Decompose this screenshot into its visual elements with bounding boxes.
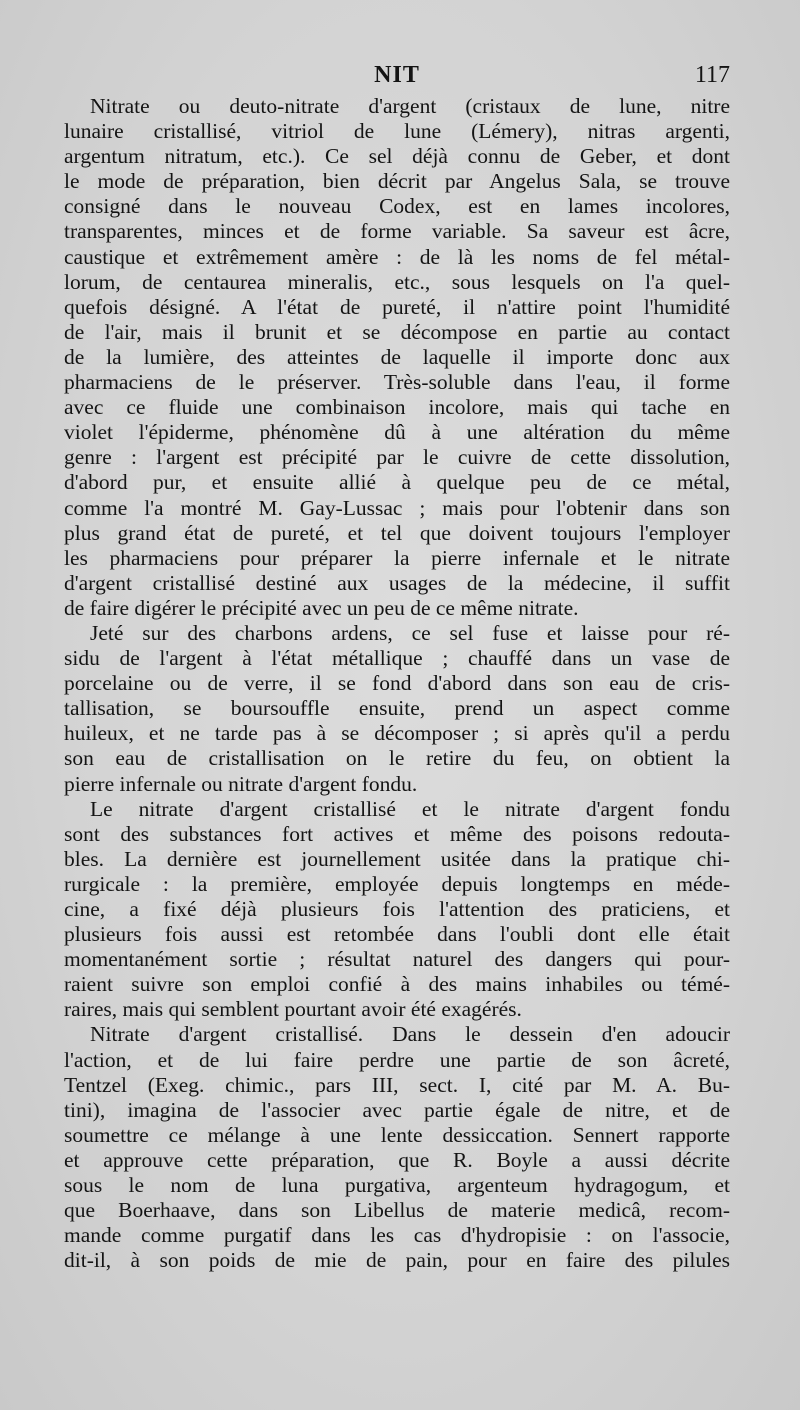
- text-line: de faire digérer le précipité avec un peu de ce même nitrate.: [64, 595, 579, 620]
- text-line: Nitrate d'argent cristallisé. Dans le dessein d'en adoucir: [90, 1022, 730, 1047]
- text-line: consigné dans le nouveau Codex, est en lames incolores,: [64, 194, 730, 219]
- text-line: dit-il, à son poids de mie de pain, pour en faire des pilules: [64, 1248, 730, 1273]
- text-line: transparentes, minces et de forme variable. Sa saveur est âcre,: [64, 219, 730, 244]
- text-line: de l'air, mais il brunit et se décompose en partie au contact: [64, 319, 730, 344]
- text-line: l'action, et de lui faire perdre une partie de son âcreté,: [64, 1047, 730, 1072]
- text-line: lunaire cristallisé, vitriol de lune (Lémery), nitras argenti,: [64, 119, 730, 144]
- text-line: d'argent cristallisé destiné aux usages de la médecine, il suffit: [64, 570, 730, 595]
- text-line: d'abord pur, et ensuite allié à quelque peu de ce métal,: [64, 470, 730, 495]
- page-header: [64, 62, 730, 92]
- text-line: sont des substances fort actives et même des poisons redouta-: [64, 821, 730, 846]
- text-line: pharmaciens de le préserver. Très-soluble dans l'eau, il forme: [64, 370, 730, 395]
- text-line: comme l'a montré M. Gay-Lussac ; mais pour l'obtenir dans son: [64, 495, 730, 520]
- text-line: Le nitrate d'argent cristallisé et le nitrate d'argent fondu: [90, 796, 730, 821]
- text-line: le mode de préparation, bien décrit par Angelus Sala, se trouve: [64, 169, 730, 194]
- text-line: mande comme purgatif dans les cas d'hydropisie : on l'associe,: [64, 1223, 730, 1248]
- text-line: sidu de l'argent à l'état métallique ; chauffé dans un vase de: [64, 646, 730, 671]
- running-head: NIT: [374, 62, 420, 88]
- text-line: rurgicale : la première, employée depuis longtemps en méde-: [64, 871, 730, 896]
- text-line: Nitrate ou deuto-nitrate d'argent (cristaux de lune, nitre: [90, 94, 730, 118]
- text-line: plus grand état de pureté, et tel que doivent toujours l'employer: [64, 520, 730, 545]
- text-line: Tentzel (Exeg. chimic., pars III, sect. I, cité par M. A. Bu-: [64, 1072, 730, 1097]
- text-line: soumettre ce mélange à une lente dessiccation. Sennert rapporte: [64, 1122, 730, 1147]
- text-line: momentanément sortie ; résultat naturel des dangers qui pour-: [64, 947, 730, 972]
- text-line: raires, mais qui semblent pourtant avoir été exagérés.: [64, 997, 522, 1022]
- text-line: lorum, de centaurea mineralis, etc., sous lesquels on l'a quel-: [64, 269, 730, 294]
- text-line: violet l'épiderme, phénomène dû à une altération du même: [64, 420, 730, 445]
- text-line: et approuve cette préparation, que R. Boyle a aussi décrite: [64, 1147, 730, 1172]
- text-line: cine, a fixé déjà plusieurs fois l'attention des praticiens, et: [64, 897, 730, 921]
- text-line: son eau de cristallisation on le retire du feu, on obtient la: [64, 746, 730, 771]
- page-number: 117: [694, 62, 730, 88]
- text-line: caustique et extrêmement amère : de là les noms de fel métal-: [64, 244, 730, 269]
- text-line: que Boerhaave, dans son Libellus de materie medicâ, recom-: [64, 1198, 730, 1223]
- text-line: huileux, et ne tarde pas à se décomposer ; si après qu'il a perdu: [64, 721, 730, 746]
- text-line: avec ce fluide une combinaison incolore, mais qui tache en: [64, 395, 730, 420]
- text-line: sous le nom de luna purgativa, argenteum hydragogum, et: [64, 1173, 730, 1198]
- text-line: tallisation, se boursouffle ensuite, prend un aspect comme: [64, 696, 730, 721]
- text-line: argentum nitratum, etc.). Ce sel déjà connu de Geber, et dont: [64, 144, 730, 169]
- text-line: porcelaine ou de verre, il se fond d'abord dans son eau de cris-: [64, 671, 730, 696]
- text-line: bles. La dernière est journellement usitée dans la pratique chi-: [64, 846, 730, 871]
- text-line: de la lumière, des atteintes de laquelle il importe donc aux: [64, 344, 730, 369]
- text-line: Jeté sur des charbons ardens, ce sel fuse et laisse pour ré-: [90, 620, 730, 645]
- text-line: les pharmaciens pour préparer la pierre infernale et le nitrate: [64, 545, 730, 570]
- text-line: plusieurs fois aussi est retombée dans l'oubli dont elle était: [64, 922, 730, 947]
- body-text: [64, 94, 730, 1273]
- text-line: quefois désigné. A l'état de pureté, il n'attire point l'humidité: [64, 294, 730, 319]
- text-line: genre : l'argent est précipité par le cuivre de cette dissolution,: [64, 445, 730, 470]
- text-line: tini), imagina de l'associer avec partie égale de nitre, et de: [64, 1097, 730, 1122]
- text-line: raient suivre son emploi confié à des mains inhabiles ou témé-: [64, 972, 730, 997]
- text-line: pierre infernale ou nitrate d'argent fondu.: [64, 771, 418, 796]
